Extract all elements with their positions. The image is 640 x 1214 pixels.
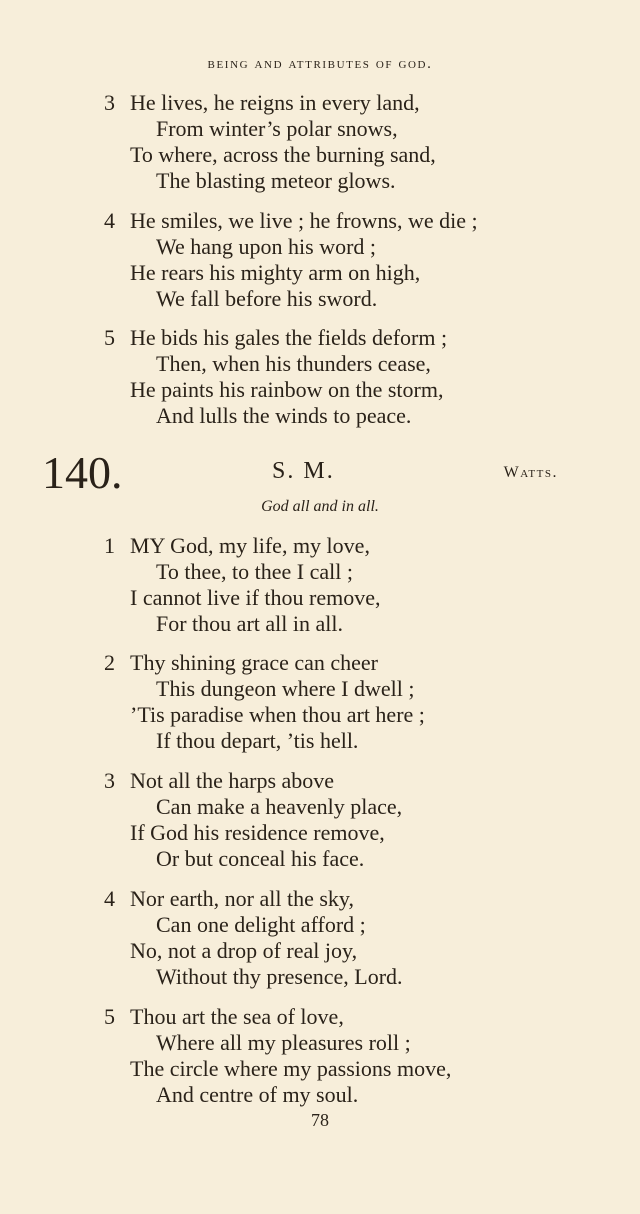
- stanza-prev-5: [104, 325, 584, 429]
- verse-line: To where, across the burning sand,: [130, 142, 436, 167]
- verse-line: We hang upon his word ;: [156, 234, 377, 259]
- verse-line: I cannot live if thou remove,: [130, 585, 381, 610]
- verse-line: Can one delight afford ;: [156, 912, 366, 937]
- verse-line: For thou art all in all.: [156, 611, 343, 636]
- hymn-number: 140.: [42, 447, 123, 498]
- stanza-3: [104, 768, 584, 872]
- hymn-subtitle: God all and in all.: [261, 498, 379, 515]
- verse-line: ’Tis paradise when thou art here ;: [130, 702, 425, 727]
- verse-line: If thou depart, ’tis hell.: [156, 728, 359, 753]
- verse-line: Where all my pleasures roll ;: [156, 1030, 411, 1055]
- verse-line: He rears his mighty arm on high,: [130, 260, 421, 285]
- verse-line: Thou art the sea of love,: [130, 1004, 344, 1029]
- stanza-number: 1: [104, 533, 115, 558]
- verse-line: Then, when his thunders cease,: [156, 351, 431, 376]
- stanza-number: 3: [104, 768, 115, 793]
- stanza-4: [104, 886, 584, 990]
- page-number: 78: [311, 1110, 329, 1130]
- stanza-number: 2: [104, 650, 115, 675]
- stanza-number: 3: [104, 90, 115, 115]
- verse-line: He paints his rainbow on the storm,: [130, 377, 444, 402]
- stanza-2: [104, 650, 584, 754]
- verse-line: From winter’s polar snows,: [156, 116, 398, 141]
- verse-line: Thy shining grace can cheer: [130, 650, 378, 675]
- verse-line: And centre of my soul.: [156, 1082, 359, 1107]
- stanza-number: 4: [104, 208, 115, 233]
- verse-line: We fall before his sword.: [156, 286, 378, 311]
- verse-line: Nor earth, nor all the sky,: [130, 886, 355, 911]
- stanza-number: 4: [104, 886, 115, 911]
- verse-line: To thee, to thee I call ;: [156, 559, 353, 584]
- verse-line: Not all the harps above: [130, 768, 335, 793]
- verse-line: He bids his gales the fields deform ;: [130, 325, 448, 350]
- stanza-prev-3: [104, 90, 584, 194]
- verse-line: He lives, he reigns in every land,: [130, 90, 420, 115]
- verse-line: This dungeon where I dwell ;: [156, 676, 415, 701]
- stanza-1: [104, 533, 584, 637]
- stanza-prev-4: [104, 208, 584, 312]
- verse-line: The blasting meteor glows.: [156, 168, 396, 193]
- stanza-number: 5: [104, 325, 115, 350]
- stanza-number: 5: [104, 1004, 115, 1029]
- hymn-author: Watts.: [503, 464, 558, 481]
- verse-line: And lulls the winds to peace.: [156, 403, 412, 428]
- verse-line: Can make a heavenly place,: [156, 794, 403, 819]
- running-head: being and attributes of god.: [207, 56, 433, 72]
- verse-line: No, not a drop of real joy,: [130, 938, 358, 963]
- verse-line: He smiles, we live ; he frowns, we die ;: [130, 208, 478, 233]
- verse-line: Without thy presence, Lord.: [156, 964, 403, 989]
- verse-line: If God his residence remove,: [130, 820, 385, 845]
- stanza-5: [104, 1004, 584, 1108]
- hymn-meter: S. M.: [272, 458, 335, 484]
- verse-line: MY God, my life, my love,: [130, 533, 370, 558]
- verse-line: The circle where my passions move,: [130, 1056, 452, 1081]
- verse-line: Or but conceal his face.: [156, 846, 365, 871]
